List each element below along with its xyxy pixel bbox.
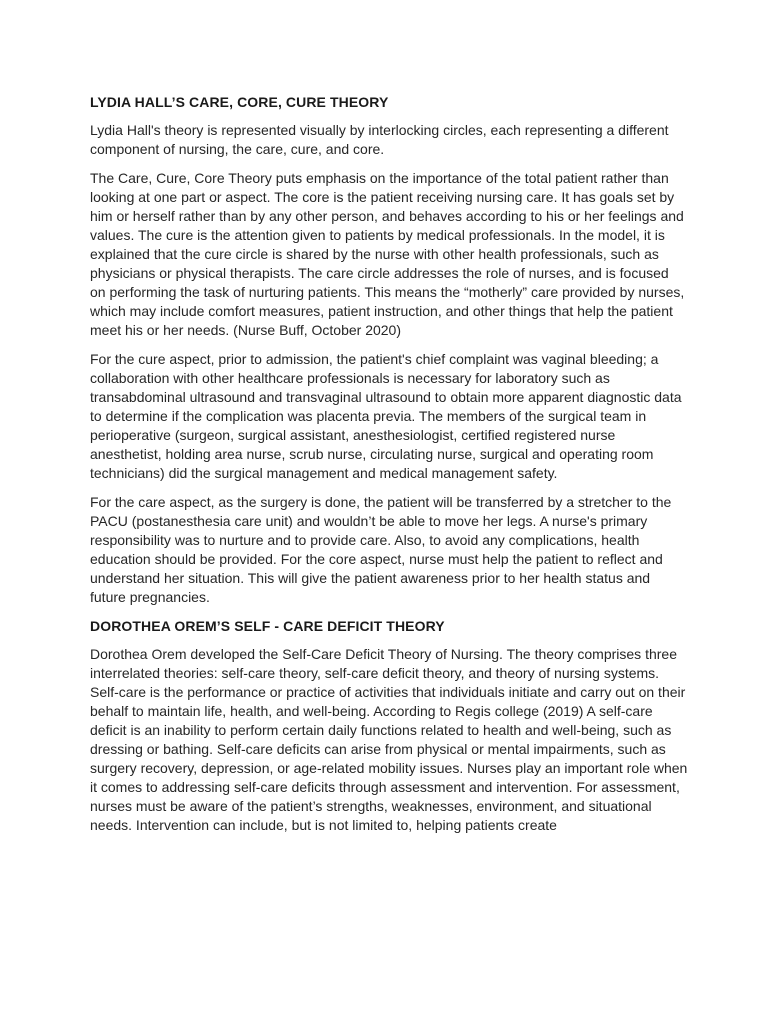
paragraph: The Care, Cure, Core Theory puts emphasis on the importance of the total patient rather than looking at one part or aspect. The core is the patient receiving nursing care. It has goals set by him or herself rather than by any other person, and behaves according to his or her feelings and values. The cure is the attention given to patients by medical professionals. In the model, it is explained that the cure circle is shared by the nurse with other health professionals, such as physicians or physical therapists. The care circle addresses the role of nurses, and is focused on performing the task of nurturing patients. This means the “motherly” care provided by nurses, which may include comfort measures, patient instruction, and other things that help the patient meet his or her needs. (Nurse Buff, October 2020)	[90, 170, 685, 338]
section-dorothea-orem	[90, 617, 688, 835]
paragraph: For the cure aspect, prior to admission, the patient's chief complaint was vaginal bleeding; a collaboration with other healthcare professionals is necessary for laboratory such as transabdominal ultrasound and transvaginal ultrasound to obtain more apparent diagnostic data to determine if the complication was placenta previa. The members of the surgical team in perioperative (surgeon, surgical assistant, anesthesiologist, certified registered nurse anesthetist, holding area nurse, scrub nurse, circulating nurse, surgical and operating room technicians) did the surgical management and medical management safety.	[90, 351, 682, 481]
section-heading: LYDIA HALL’S CARE, CORE, CURE THEORY	[90, 94, 389, 110]
paragraph: Lydia Hall's theory is represented visually by interlocking circles, each representing a different component of nursing, the care, cure, and core.	[90, 122, 669, 157]
section-lydia-hall	[90, 93, 688, 607]
paragraph: Dorothea Orem developed the Self-Care Deficit Theory of Nursing. The theory comprises three interrelated theories: self-care theory, self-care deficit theory, and theory of nursing systems. Self-care is the performance or practice of activities that individuals initiate and carry out on their behalf to maintain life, health, and well-being. According to Regis college (2019) A self-care deficit is an inability to perform certain daily functions related to health and well-being, such as dressing or bathing. Self-care deficits can arise from physical or mental impairments, such as surgery recovery, depression, or age-related mobility issues. Nurses play an important role when it comes to addressing self-care deficits through assessment and intervention. For assessment, nurses must be aware of the patient’s strengths, weaknesses, environment, and situational needs. Intervention can include, but is not limited to, helping patients create	[90, 646, 688, 833]
document-page	[90, 93, 688, 845]
section-heading: DOROTHEA OREM’S SELF - CARE DEFICIT THEORY	[90, 618, 445, 634]
paragraph: For the care aspect, as the surgery is done, the patient will be transferred by a stretcher to the PACU (postanesthesia care unit) and wouldn’t be able to move her legs. A nurse's primary responsibility was to nurture and to provide care. Also, to avoid any complications, health education should be provided. For the core aspect, nurse must help the patient to reflect and understand her situation. This will give the patient awareness prior to her health status and future pregnancies.	[90, 494, 672, 605]
